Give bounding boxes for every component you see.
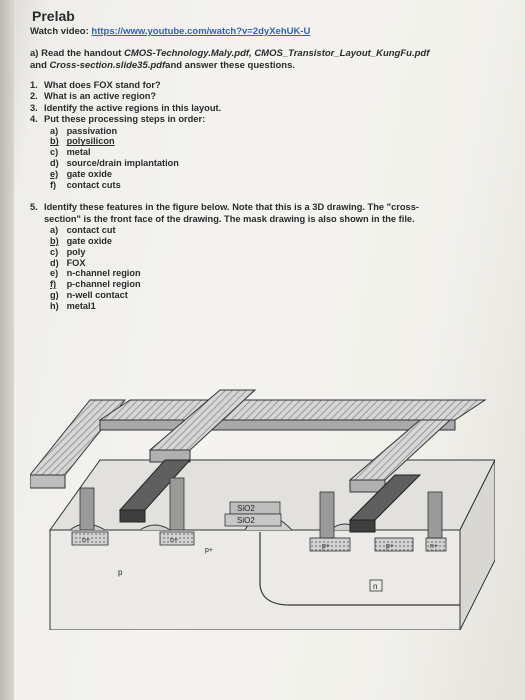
page-edge-shadow — [0, 0, 14, 700]
feature-text: p-channel region — [66, 279, 141, 290]
intro-line-1 — [30, 48, 510, 60]
step-item — [30, 158, 510, 169]
label-n-plus-1: n+ — [82, 537, 90, 544]
step-label: a) — [50, 125, 59, 136]
step-label: c) — [50, 147, 59, 158]
feature-item — [30, 225, 510, 236]
question-item — [30, 80, 510, 91]
feature-list — [30, 225, 510, 311]
label-n-plus-2: n+ — [170, 537, 178, 544]
step-label: f) — [50, 179, 57, 190]
feature-label: f) — [50, 279, 57, 290]
contact-cut-4 — [428, 492, 442, 538]
metal-rail-top-front — [100, 420, 455, 430]
question-list — [30, 80, 510, 190]
intro-line-2 — [30, 60, 510, 72]
feature-text: gate oxide — [66, 236, 113, 247]
processing-steps — [30, 126, 510, 191]
feature-label: c) — [50, 246, 59, 257]
feature-label: d) — [50, 257, 59, 268]
feature-label: b) — [50, 236, 59, 247]
page-title: Prelab — [32, 8, 75, 24]
question-number: 3. — [30, 102, 38, 113]
question-item — [30, 114, 510, 125]
label-n-plus-3: n+ — [430, 543, 438, 550]
step-label: d) — [50, 158, 59, 169]
feature-item — [30, 279, 510, 290]
feature-label: a) — [50, 225, 59, 236]
question-number: 4. — [30, 114, 38, 125]
feature-label: h) — [50, 300, 59, 311]
q5-text-1: Identify these features in the figure below. Note that this is a 3D drawing. The "cross- — [44, 202, 419, 213]
feature-item — [30, 236, 510, 247]
label-sio2-b: SiO2 — [237, 516, 255, 525]
feature-item — [30, 247, 510, 258]
label-n-well: n — [373, 582, 378, 591]
step-item — [30, 169, 510, 180]
label-sio2-a: SiO2 — [237, 504, 255, 513]
watch-video-label: Watch video: — [30, 26, 92, 37]
feature-label: g) — [50, 290, 59, 300]
poly-gate-p-front — [350, 520, 375, 532]
q5-line-1 — [30, 202, 510, 213]
question-number: 5. — [30, 202, 38, 213]
feature-text: n-well contact — [66, 290, 128, 300]
step-text: metal — [66, 147, 91, 158]
label-p-plus-sub: p+ — [205, 547, 213, 554]
step-label: e) — [50, 168, 59, 179]
feature-item — [30, 258, 510, 269]
step-text: contact cuts — [66, 179, 121, 190]
handout-files: CMOS-Technology.Maly.pdf, CMOS_Transistor_Layout_KungFu.pdf — [123, 48, 430, 59]
feature-text: n-channel region — [66, 268, 141, 279]
step-item — [30, 126, 510, 137]
video-link[interactable]: https://www.youtube.com/watch?v=2dyXehUK-U — [91, 26, 311, 37]
feature-item — [30, 301, 510, 312]
question-5 — [30, 202, 510, 311]
step-text: source/drain implantation — [66, 158, 179, 169]
cross-section-file: Cross-section.slide35.pdf — [49, 60, 166, 71]
diffusion-p-plus-2 — [375, 538, 413, 551]
q5-line-2: section" is the front face of the drawing. The mask drawing is also shown in the file. — [44, 213, 415, 224]
feature-text: metal1 — [66, 300, 96, 311]
intro-line1-prefix: a) Read the handout — [30, 48, 124, 59]
feature-text: FOX — [66, 257, 86, 268]
question-number: 2. — [30, 91, 38, 102]
contact-cut-3 — [320, 492, 334, 538]
question-item — [30, 91, 510, 102]
question-number: 1. — [30, 80, 38, 90]
intro-line2-prefix: and — [30, 60, 50, 71]
feature-text: poly — [66, 246, 86, 257]
intro-instructions — [30, 48, 510, 72]
label-p-plus-1: p+ — [322, 543, 330, 550]
prelab-content — [30, 8, 510, 312]
question-text: Put these processing steps in order: — [44, 114, 206, 125]
question-text: What is an active region? — [44, 91, 157, 102]
step-text: polysilicon — [66, 136, 115, 147]
step-text: passivation — [66, 125, 118, 136]
watch-video-line — [30, 26, 510, 38]
contact-cut-2 — [170, 478, 184, 530]
question-text: What does FOX stand for? — [44, 80, 161, 90]
step-text: gate oxide — [66, 168, 113, 179]
cmos-3d-cross-section — [30, 380, 495, 630]
step-item — [30, 136, 510, 147]
diffusion-n-plus-1 — [72, 532, 108, 545]
metal-rail-top — [100, 400, 485, 420]
label-p-substrate: p — [118, 568, 123, 577]
poly-gate-n-front — [120, 510, 145, 522]
metal-line-left-front — [30, 475, 65, 488]
feature-item — [30, 290, 510, 301]
feature-text: contact cut — [66, 225, 116, 236]
feature-label: e) — [50, 268, 59, 279]
step-item — [30, 180, 510, 191]
question-item — [30, 103, 510, 114]
step-label: b) — [50, 136, 59, 147]
diffusion-p-plus-1 — [310, 538, 350, 551]
feature-item — [30, 268, 510, 279]
step-item — [30, 147, 510, 158]
label-p-plus-2: p+ — [386, 543, 394, 550]
contact-cut-1 — [80, 488, 94, 530]
intro-line2-suffix: and answer these questions. — [165, 60, 296, 71]
question-text: Identify the active regions in this layout. — [44, 102, 222, 113]
